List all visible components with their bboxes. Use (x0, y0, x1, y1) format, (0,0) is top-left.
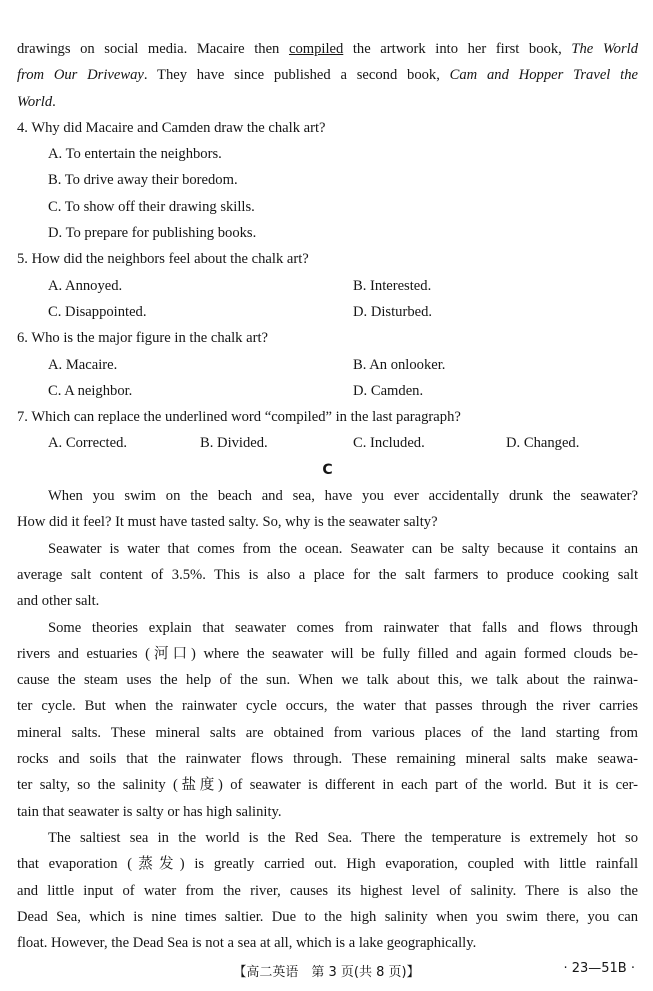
answer-option: C. To show off their drawing skills. (48, 198, 255, 215)
option-row (17, 273, 638, 299)
page-number: 【高二英语 第 3 页(共 8 页)】 (233, 965, 420, 980)
book-title: Cam and Hopper Travel the (449, 67, 638, 84)
underlined-word: compiled (288, 41, 344, 57)
text-run: drawings on social media. Macaire then (17, 41, 289, 57)
answer-option: D. Camden. (353, 382, 424, 399)
passage-line: When you swim on the beach and sea, have you ever accidentally drunk the seawater? (48, 488, 638, 505)
answer-option: A. Macaire. (48, 356, 118, 373)
option-row (17, 430, 638, 456)
book-title: from Our Driveway (17, 67, 144, 84)
answer-option: D. Changed. (506, 435, 580, 452)
text-run: the artwork into her first book, (343, 41, 572, 57)
passage-line: and other salt. (17, 593, 100, 610)
book-title: The World (571, 41, 639, 57)
question-stem: 4. Why did Macaire and Camden draw the chalk art? (17, 119, 326, 136)
answer-option: C. Disappointed. (48, 303, 147, 320)
answer-option: C. A neighbor. (48, 382, 133, 399)
passage-line: Some theories explain that seawater comes from rainwater that falls and flows through (48, 619, 638, 636)
passage-line (17, 89, 638, 115)
answer-option: A. Corrected. (48, 435, 128, 452)
question-stem: 7. Which can replace the underlined word “compiled” in the last paragraph? (17, 409, 461, 426)
option-row (17, 299, 638, 325)
passage-line: rocks and soils that the rainwater flows through. These remaining mineral salts make seawa- (17, 751, 638, 768)
answer-option: D. To prepare for publishing books. (48, 225, 257, 242)
option-row (17, 378, 638, 404)
passage-line: rivers and estuaries (河口) where the seawater will be fully filled and again formed clouds be- (17, 645, 638, 662)
answer-option: C. Included. (353, 435, 425, 452)
passage-line: Seawater is water that comes from the ocean. Seawater can be salty because it contains an (48, 540, 638, 557)
option-row (17, 352, 638, 378)
answer-option: A. Annoyed. (48, 277, 123, 294)
passage-line: Dead Sea, which is nine times saltier. Due to the high salinity when you swim there, you can (17, 908, 638, 925)
passage-line: average salt content of 3.5%. This is also a place for the salt farmers to produce cooking salt (17, 566, 638, 583)
exam-code: · 23—51B · (563, 961, 635, 976)
question-stem: 6. Who is the major figure in the chalk art? (17, 330, 268, 347)
passage-line: cause the steam uses the help of the sun. When we talk about this, we talk about the rainwa- (17, 672, 638, 689)
answer-option: A. To entertain the neighbors. (48, 146, 222, 163)
passage-line: ter salty, so the salinity (盐度) of seawater is different in each part of the world. But it is cer- (17, 777, 638, 794)
text-run: . (52, 93, 56, 110)
question-stem: 5. How did the neighbors feel about the chalk art? (17, 251, 309, 268)
passage-line: ter cycle. But when the rainwater cycle occurs, the water that passes through the river carries (17, 698, 638, 715)
answer-option: B. Interested. (353, 277, 432, 294)
answer-option: B. Divided. (200, 435, 268, 452)
passage-line: float. However, the Dead Sea is not a sea at all, which is a lake geographically. (17, 935, 477, 952)
exam-page (17, 36, 638, 956)
answer-option: D. Disturbed. (353, 303, 433, 320)
section-heading: C (322, 461, 333, 478)
book-title: World (17, 93, 53, 110)
text-run: . They have since published a second book, (143, 67, 450, 84)
page-footer (0, 961, 653, 983)
passage-line (17, 62, 638, 88)
answer-option: B. To drive away their boredom. (48, 172, 238, 189)
answer-option: B. An onlooker. (353, 356, 446, 373)
passage-line: tain that seawater is salty or has high salinity. (17, 803, 282, 820)
passage-line: The saltiest sea in the world is the Red Sea. There the temperature is extremely hot so (48, 829, 638, 846)
passage-line: How did it feel? It must have tasted salty. So, why is the seawater salty? (17, 514, 438, 531)
passage-line: and little input of water from the river, causes its highest level of salinity. There is also the (17, 882, 638, 899)
passage-line: that evaporation (蒸发) is greatly carried out. High evaporation, coupled with little rainfall (17, 856, 638, 873)
passage-line (17, 36, 638, 62)
passage-line: mineral salts. These mineral salts are obtained from various places of the land starting from (17, 724, 638, 741)
